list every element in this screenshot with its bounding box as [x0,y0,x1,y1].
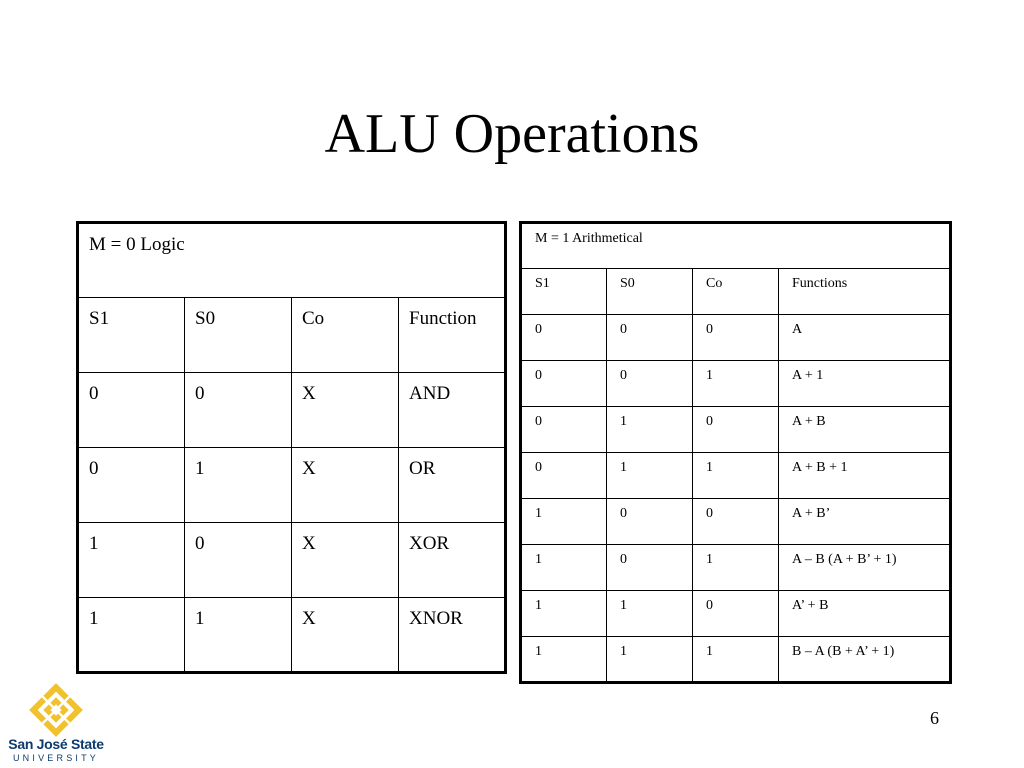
table-row [521,453,951,499]
table-cell: 0 [693,407,779,453]
table-cell: 0 [607,499,693,545]
table-column-row [78,298,506,373]
table-cell: 1 [693,453,779,499]
table-row [78,373,506,448]
table-cell: 0 [607,545,693,591]
table-row [521,591,951,637]
table-cell: 0 [607,361,693,407]
table-cell: A + B [779,407,951,453]
arithmetic-table [519,221,952,684]
table-cell: 1 [693,637,779,683]
table-header-row [521,223,951,269]
table-cell: 0 [521,407,607,453]
table-cell: OR [399,448,506,523]
table-header: M = 1 Arithmetical [521,223,951,269]
column-header: S0 [607,269,693,315]
table-cell: XOR [399,523,506,598]
table-cell: 1 [693,361,779,407]
table-cell: 0 [693,591,779,637]
table-cell: 1 [185,598,292,673]
column-header: S1 [521,269,607,315]
table-cell: 1 [521,637,607,683]
table-row [521,499,951,545]
table-cell: 1 [607,407,693,453]
table-cell: 0 [693,499,779,545]
table-cell: 0 [693,315,779,361]
table-row [521,545,951,591]
column-header: Co [292,298,399,373]
table-cell: X [292,448,399,523]
column-header: S0 [185,298,292,373]
column-header: Function [399,298,506,373]
table-row [521,407,951,453]
table-header-row [78,223,506,298]
table-row [78,598,506,673]
table-cell: 0 [185,523,292,598]
table-cell: A + B’ [779,499,951,545]
logo-name: San José State [8,736,104,752]
table-cell: XNOR [399,598,506,673]
table-cell: 0 [521,453,607,499]
table-cell: 0 [78,373,185,448]
table-cell: 1 [607,453,693,499]
table-row [521,637,951,683]
table-cell: 1 [607,637,693,683]
column-header: S1 [78,298,185,373]
table-row [78,448,506,523]
table-cell: AND [399,373,506,448]
table-cell: X [292,523,399,598]
table-row [521,361,951,407]
column-header: Co [693,269,779,315]
table-cell: 1 [521,499,607,545]
table-header: M = 0 Logic [78,223,506,298]
table-cell: A + 1 [779,361,951,407]
table-cell: X [292,373,399,448]
table-cell: 1 [521,591,607,637]
logic-table [76,221,507,674]
table-cell: 0 [521,315,607,361]
table-cell: A + B + 1 [779,453,951,499]
table-cell: 1 [521,545,607,591]
table-cell: 1 [693,545,779,591]
table-row [521,315,951,361]
table-cell: 0 [607,315,693,361]
table-cell: 1 [78,598,185,673]
page-number: 6 [930,708,939,728]
table-cell: X [292,598,399,673]
table-cell: 0 [78,448,185,523]
table-row [78,523,506,598]
table-cell: A [779,315,951,361]
table-cell: 0 [185,373,292,448]
column-header: Functions [779,269,951,315]
sjsu-diamond-icon [8,680,104,740]
table-cell: A’ + B [779,591,951,637]
table-cell: 1 [607,591,693,637]
slide-title: ALU Operations [324,103,700,165]
table-cell: 1 [78,523,185,598]
logo-subtitle: UNIVERSITY [12,753,99,763]
table-cell: 0 [521,361,607,407]
table-cell: B – A (B + A’ + 1) [779,637,951,683]
table-column-row [521,269,951,315]
table-cell: A – B (A + B’ + 1) [779,545,951,591]
table-cell: 1 [185,448,292,523]
